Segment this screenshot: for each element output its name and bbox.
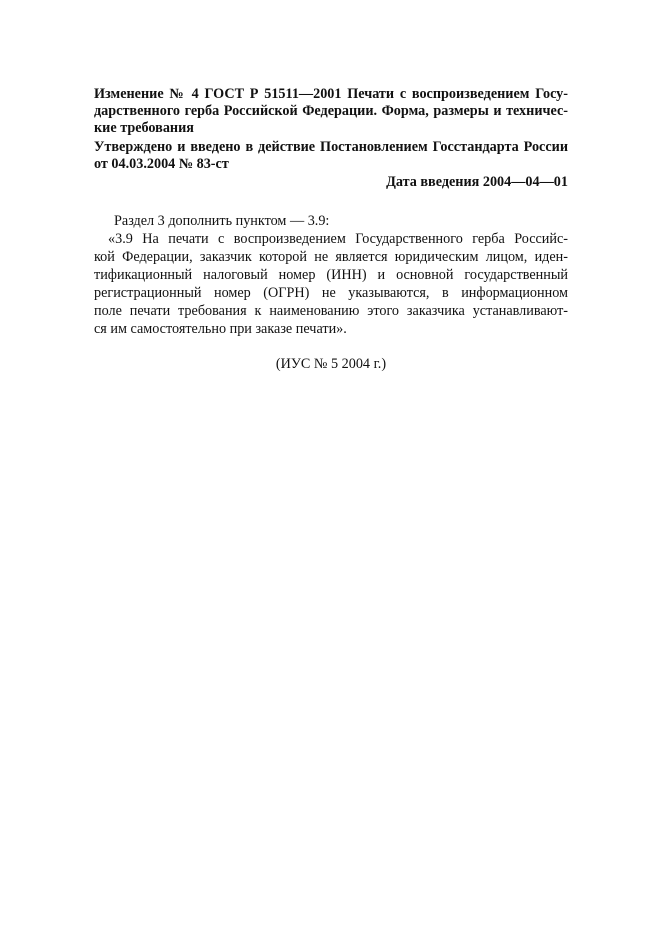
body-line: тификационный налоговый номер (ИНН) и основной государственный bbox=[94, 267, 568, 283]
approval-line: от 04.03.2004 № 83-ст bbox=[94, 156, 229, 172]
title-line: Изменение № 4 ГОСТ Р 51511—2001 Печати с воспроизведением Госу- bbox=[94, 86, 568, 102]
source-reference: (ИУС № 5 2004 г.) bbox=[275, 356, 387, 372]
body-line: поле печати требования к наименованию этого заказчика устанавливают- bbox=[94, 303, 568, 319]
body-line: ся им самостоятельно при заказе печати». bbox=[94, 321, 347, 337]
body-line: регистрационный номер (ОГРН) не указываются, в информационном bbox=[94, 285, 568, 301]
title-line: дарственного герба Российской Федерации. Форма, размеры и техничес- bbox=[94, 103, 568, 119]
title-line: кие требования bbox=[94, 120, 194, 136]
body-line: кой Федерации, заказчик которой не является юридическим лицом, иден- bbox=[94, 249, 568, 265]
approval-line: Утверждено и введено в действие Постановлением Госстандарта России bbox=[94, 139, 568, 155]
body-line: Раздел 3 дополнить пунктом — 3.9: bbox=[114, 213, 330, 229]
body-line: «3.9 На печати с воспроизведением Государственного герба Российс- bbox=[108, 231, 568, 247]
effective-date: Дата введения 2004—04—01 bbox=[386, 174, 568, 190]
